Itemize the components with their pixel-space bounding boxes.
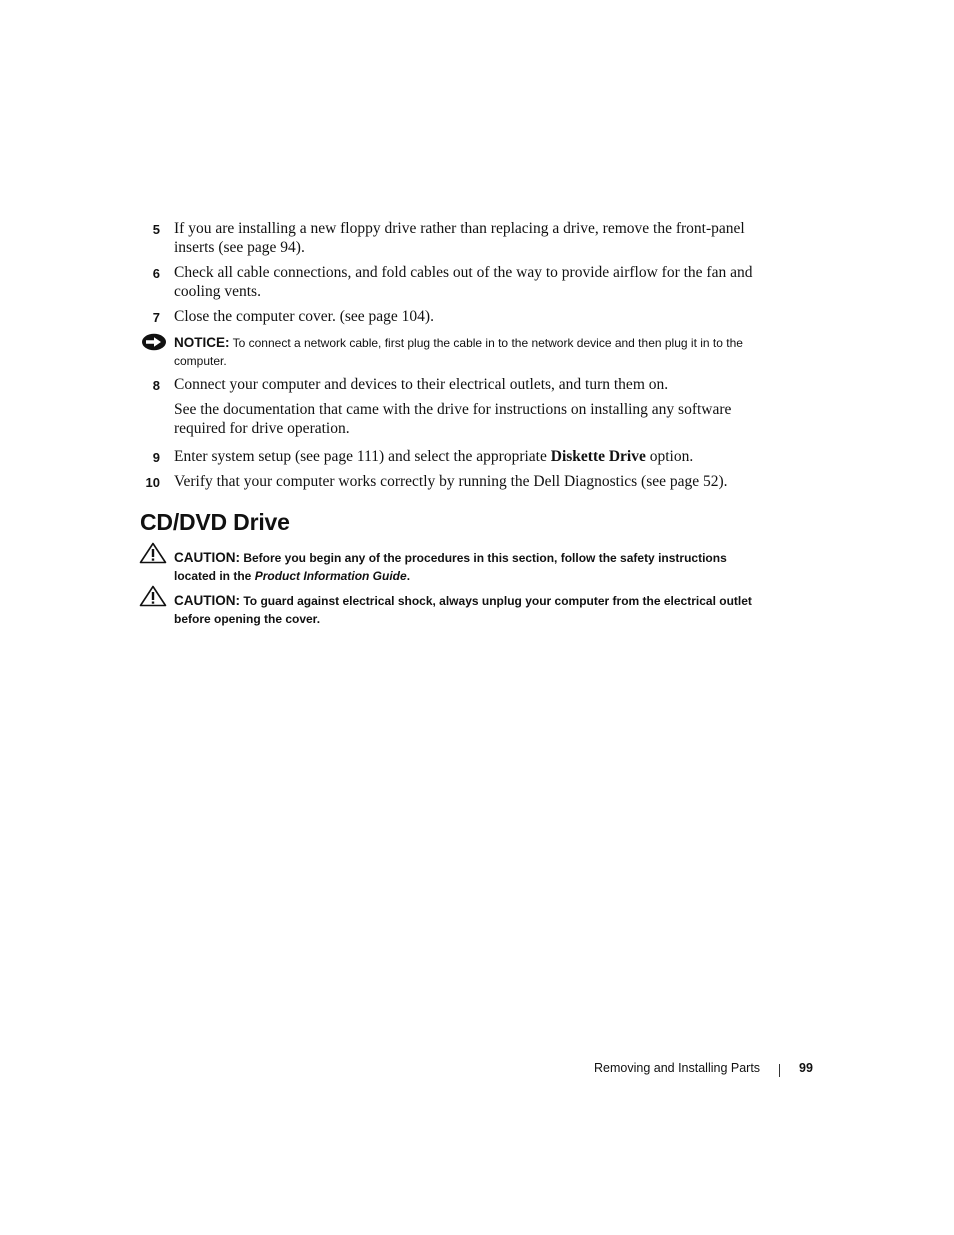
step-number: 9 xyxy=(152,450,160,465)
step-text: Verify that your computer works correctly by running the Dell Diagnostics (see page 52). xyxy=(174,473,728,490)
warning-triangle-icon xyxy=(139,542,167,564)
step-text-after: option. xyxy=(645,448,694,465)
warning-triangle-icon xyxy=(139,585,167,607)
step-text: If you are installing a new floppy drive rather than replacing a drive, remove the front-panel inserts (see page 94). xyxy=(174,220,745,256)
page-number: 99 xyxy=(799,1061,813,1075)
step-text-before: Enter system setup (see page 111) and select the appropriate xyxy=(174,448,551,465)
section-title: CD/DVD Drive xyxy=(140,509,290,535)
notice-icon xyxy=(141,333,167,351)
caution-text: To guard against electrical shock, always unplug your computer from the electrical outlet before opening the cover. xyxy=(174,594,752,626)
product-info-guide-title: Product Information Guide xyxy=(254,569,407,583)
caution-safety xyxy=(174,549,764,585)
step-text: Connect your computer and devices to their electrical outlets, and turn them on. xyxy=(174,376,669,393)
step-number: 7 xyxy=(152,310,160,325)
caution-electrical-shock xyxy=(174,592,764,628)
notice xyxy=(174,334,764,370)
caution-label: CAUTION: xyxy=(174,550,240,565)
notice-label: NOTICE: xyxy=(174,335,230,350)
notice-text: To connect a network cable, first plug the cable in to the network device and then plug it in to the computer. xyxy=(174,336,743,368)
footer-section-name: Removing and Installing Parts xyxy=(594,1061,761,1075)
step-number: 10 xyxy=(145,475,160,490)
step-text: Check all cable connections, and fold cables out of the way to provide airflow for the fan and cooling vents. xyxy=(174,264,753,300)
step-number: 8 xyxy=(152,378,160,393)
caution-text-end: . xyxy=(406,569,411,583)
step-text xyxy=(174,447,764,466)
caution-label: CAUTION: xyxy=(174,593,240,608)
diskette-drive-option: Diskette Drive xyxy=(550,448,646,465)
caution-text: Before you begin any of the procedures in this section, follow the safety instructions located in the xyxy=(174,551,727,583)
step-number: 6 xyxy=(152,266,160,281)
step-number: 5 xyxy=(152,222,160,237)
step-text: Close the computer cover. (see page 104). xyxy=(174,308,434,325)
footer-divider xyxy=(779,1064,780,1077)
step-8-followup: See the documentation that came with the drive for instructions on installing any software required for drive operation. xyxy=(174,401,732,437)
